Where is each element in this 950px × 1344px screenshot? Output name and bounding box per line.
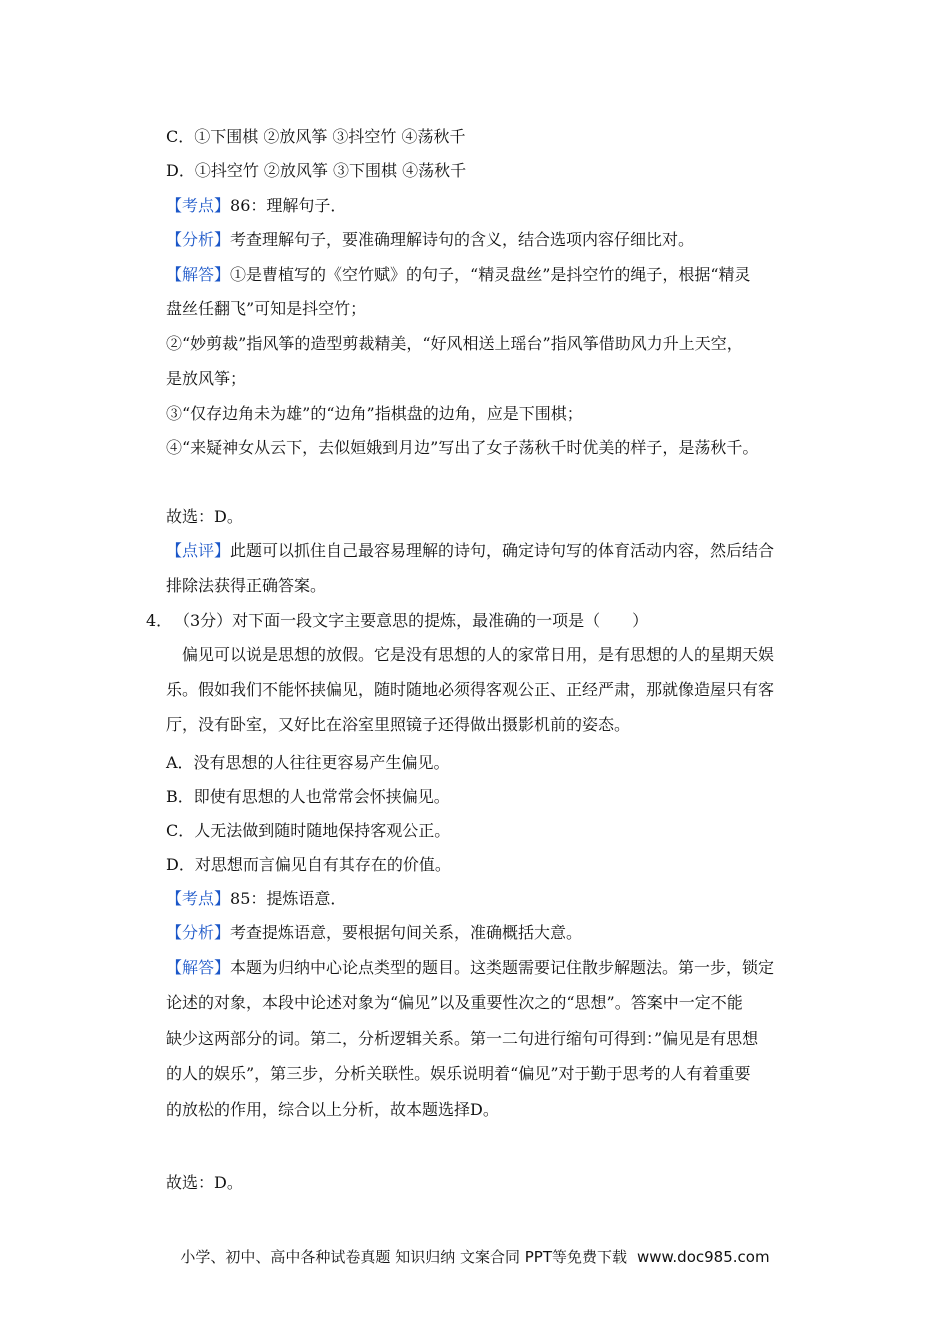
- footer-url[interactable]: www.doc985.com: [636, 1248, 770, 1266]
- q4-stem: （3分）对下面一段文字主要意思的提炼，最准确的一项是（ ）: [174, 611, 649, 630]
- kaodian-text: 85：提炼语意．: [230, 889, 347, 908]
- q3-jieda-line4: 是放风筝；: [166, 369, 247, 388]
- jieda-tag: 【解答】: [166, 265, 231, 284]
- q4-kaodian: [166, 889, 816, 909]
- q3-dianping-line2: 排除法获得正确答案。: [166, 576, 327, 595]
- q4-fenxi: [166, 923, 816, 943]
- q3-jieda-line3: ②“妙剪裁”指风筝的造型剪裁精美，“好风相送上瑶台”指风筝借助风力升上天空，: [166, 334, 743, 353]
- q4-passage-line2: 乐。假如我们不能怀挟偏见，随时随地必须得客观公正、正经严肃，那就像造屋只有客: [166, 680, 775, 699]
- q4-number: 4．: [146, 611, 173, 630]
- q3-fenxi: [166, 230, 816, 250]
- q4-answer: 故选：D。: [166, 1173, 243, 1192]
- q4-option-d: D．对思想而言偏见自有其存在的价值。: [166, 855, 451, 874]
- q4-jieda-line2: 论述的对象，本段中论述对象为“偏见”以及重要性次之的“思想”。答案中一定不能: [166, 993, 743, 1012]
- q4-passage-line3: 厅，没有卧室，又好比在浴室里照镜子还得做出摄影机前的姿态。: [166, 715, 631, 734]
- q3-jieda: [166, 265, 816, 285]
- fenxi-tag: 【分析】: [166, 230, 231, 249]
- q3-dianping: [166, 541, 816, 561]
- footer-text: 小学、初中、高中各种试卷真题 知识归纳 文案合同 PPT等免费下载: [180, 1248, 627, 1266]
- q3-option-d: D．①抖空竹 ②放风筝 ③下围棋 ④荡秋千: [166, 161, 467, 180]
- dianping-text: 此题可以抓住自己最容易理解的诗句，确定诗句写的体育活动内容，然后结合: [230, 541, 775, 560]
- jieda-text: ①是曹植写的《空竹赋》的句子，“精灵盘丝”是抖空竹的绳子，根据“精灵: [230, 265, 751, 284]
- jieda-tag: 【解答】: [166, 958, 231, 977]
- dianping-tag: 【点评】: [166, 541, 231, 560]
- kaodian-tag: 【考点】: [166, 196, 231, 215]
- fenxi-text: 考查理解句子，要准确理解诗句的含义，结合选项内容仔细比对。: [230, 230, 695, 249]
- page-footer: [0, 1247, 950, 1267]
- q4-jieda: [166, 958, 816, 978]
- q4-option-c: C．人无法做到随时随地保持客观公正。: [166, 821, 451, 840]
- q3-answer: 故选：D。: [166, 507, 243, 526]
- jieda-text: 本题为归纳中心论点类型的题目。这类题需要记住散步解题法。第一步，锁定: [230, 958, 775, 977]
- kaodian-text: 86：理解句子．: [230, 196, 347, 215]
- kaodian-tag: 【考点】: [166, 889, 231, 908]
- q3-jieda-line2: 盘丝任翻飞”可知是抖空竹；: [166, 299, 367, 318]
- q4-option-a: A．没有思想的人往往更容易产生偏见。: [166, 753, 450, 772]
- q4-passage-line1: 偏见可以说是思想的放假。它是没有思想的人的家常日用，是有思想的人的星期天娱: [182, 645, 775, 664]
- q4-jieda-line3: 缺少这两部分的词。第二，分析逻辑关系。第一二句进行缩句可得到：”偏见是有思想: [166, 1029, 759, 1048]
- q4-jieda-line4: 的人的娱乐”，第三步，分析关联性。娱乐说明着“偏见”对于勤于思考的人有着重要: [166, 1064, 751, 1083]
- q3-kaodian: [166, 196, 816, 216]
- fenxi-tag: 【分析】: [166, 923, 231, 942]
- q4-jieda-line5: 的放松的作用，综合以上分析，故本题选择D。: [166, 1100, 499, 1119]
- q3-jieda-line6: ④“来疑神女从云下，去似姮娥到月边”写出了女子荡秋千时优美的样子，是荡秋千。: [166, 438, 759, 457]
- q4-option-b: B．即使有思想的人也常常会怀挟偏见。: [166, 787, 450, 806]
- fenxi-text: 考查提炼语意，要根据句间关系，准确概括大意。: [230, 923, 583, 942]
- q3-jieda-line5: ③“仅存边角未为雄”的“边角”指棋盘的边角，应是下围棋；: [166, 404, 583, 423]
- q3-option-c: C．①下围棋 ②放风筝 ③抖空竹 ④荡秋千: [166, 127, 466, 146]
